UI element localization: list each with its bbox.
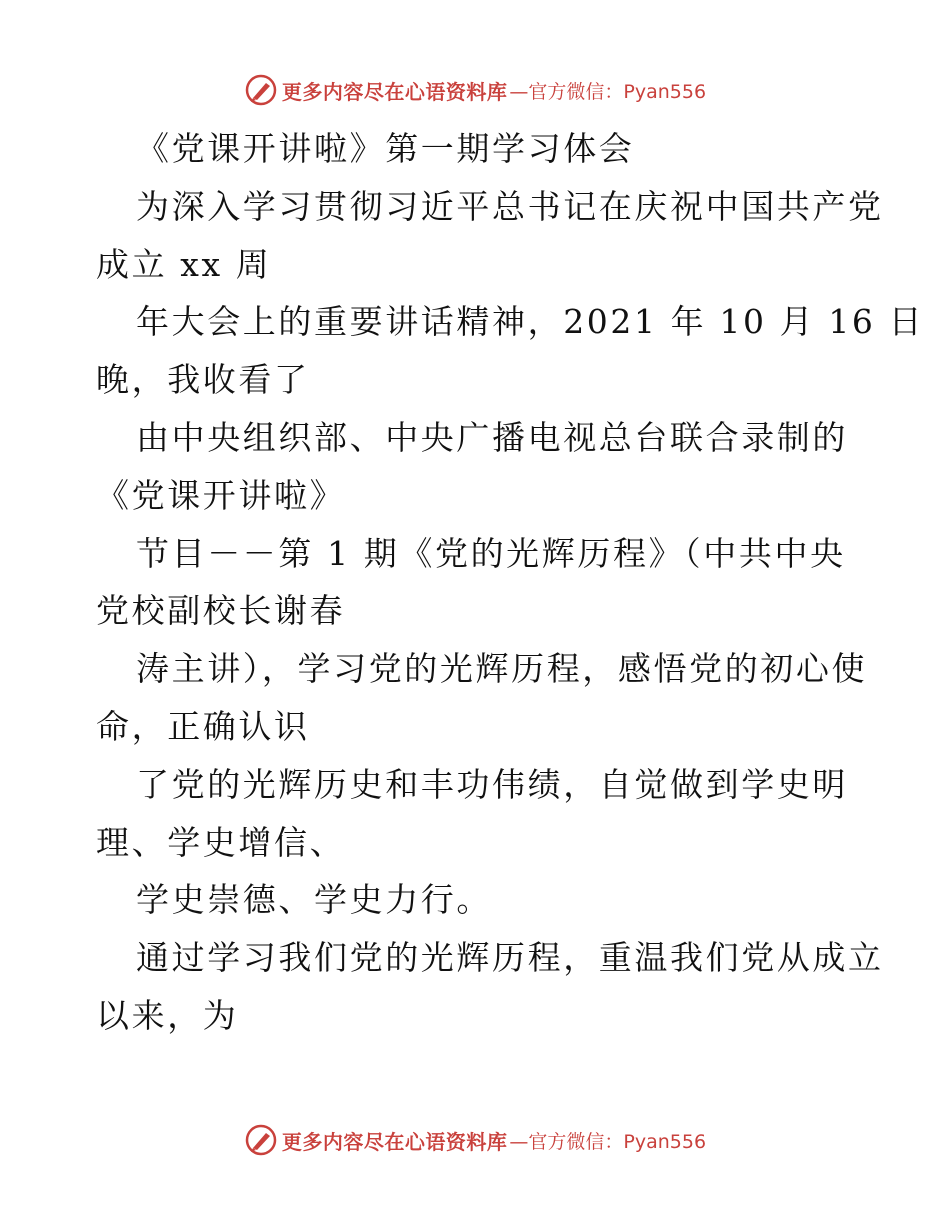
footer-watermark	[0, 1120, 950, 1160]
paragraph-line: 理、学史增信、	[96, 822, 346, 862]
watermark-text-left: 更多内容尽在心语资料库	[281, 79, 508, 104]
paragraph-line: 党校副校长谢春	[96, 591, 346, 631]
paragraph-line: 通过学习我们党的光辉历程，重温我们党从成立	[136, 938, 884, 978]
paragraph-line: 由中央组织部、中央广播电视总台联合录制的	[136, 417, 848, 457]
pen-logo-icon	[244, 73, 278, 107]
document-title: 《党课开讲啦》第一期学习体会	[136, 129, 635, 168]
paragraph-line: 为深入学习贯彻习近平总书记在庆祝中国共产党	[136, 186, 884, 226]
header-watermark	[0, 70, 950, 110]
paragraph-line: 成立 xx 周	[96, 244, 272, 284]
paragraph-line: 晚，我收看了	[96, 360, 310, 400]
watermark-text-right: —官方微信：Pyan556	[509, 1130, 707, 1153]
paragraph-line: 年大会上的重要讲话精神，2021 年 10 月 16 日	[136, 302, 925, 342]
paragraph-line: 学史崇德、学史力行。	[136, 880, 492, 920]
paragraph-line: 了党的光辉历史和丰功伟绩，自觉做到学史明	[136, 764, 848, 804]
paragraph-line: 涛主讲），学习党的光辉历程，感悟党的初心使	[136, 649, 868, 689]
watermark-text-right: —官方微信：Pyan556	[509, 80, 707, 103]
paragraph-line: 以来，为	[96, 995, 239, 1035]
pen-logo-icon	[244, 1123, 278, 1157]
paragraph-line: 《党课开讲啦》	[96, 475, 346, 515]
watermark-text-left: 更多内容尽在心语资料库	[281, 1129, 508, 1154]
paragraph-line: 节目－－第 1 期《党的光辉历程》（中共中央	[136, 533, 846, 573]
document-body	[96, 120, 925, 1045]
paragraph-line: 命，正确认识	[96, 706, 310, 746]
